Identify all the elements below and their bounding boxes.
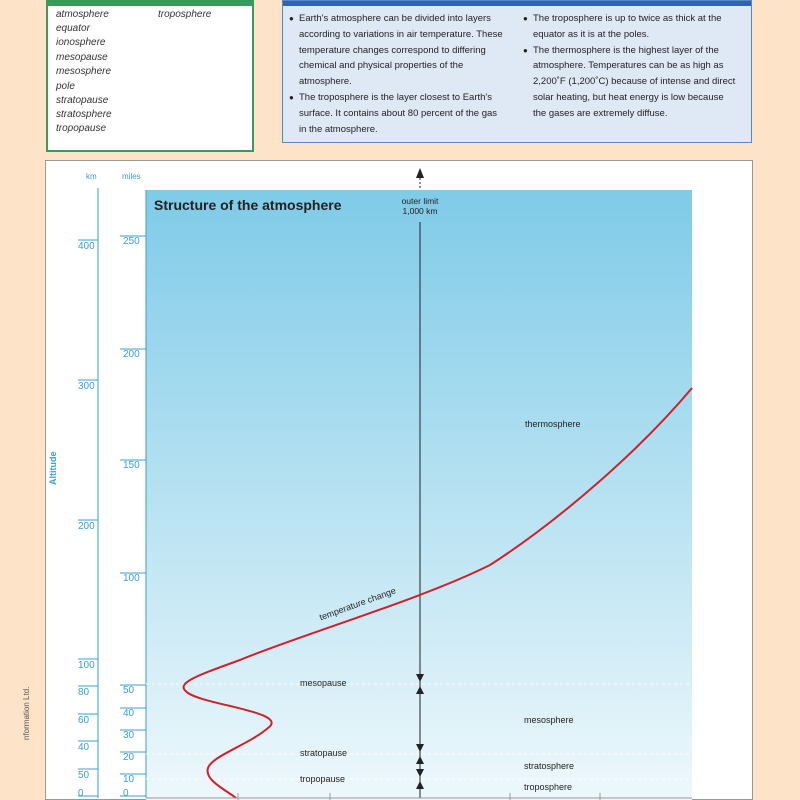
km-tick-label: 80 [78,687,90,698]
temperature-change-label: temperature change [318,585,398,623]
keyword-item: stratopause [56,95,109,106]
keyword-item: mesopause [56,52,108,63]
km-tick-label: 100 [78,660,95,671]
keyword-item: ionosphere [56,37,106,48]
mesosphere-label: mesosphere [524,715,574,725]
outer-limit-label [380,196,460,216]
stratosphere-label: stratosphere [524,761,575,771]
mile-tick-label: 0 [123,788,129,799]
stratopause-label: stratopause [300,748,348,758]
info-bullet: ● The thermosphere is the highest layer of the atmosphere. Temperatures can be as high as 2,200˚F (1,200˚C) because of intense and direct solar heating, but heat energy is low because the gases are extremely diffuse. [523,43,738,122]
tropopause-label: tropopause [300,774,346,784]
mile-tick-label: 40 [123,708,135,719]
diagram-title: Structure of the atmosphere [154,197,342,213]
keyword-item: pole [56,81,75,92]
km-tick-label: 400 [78,241,95,252]
miles-unit-label: miles [122,172,141,181]
axis-ticks [78,236,146,796]
km-tick-label: 60 [78,715,90,726]
thermosphere-label: thermosphere [525,419,581,429]
km-tick-label: 300 [78,381,95,392]
mile-tick-label: 10 [123,774,135,785]
credit-text: nformation Ltd. [22,686,31,740]
mile-tick-label: 250 [123,236,140,247]
km-tick-label: 200 [78,521,95,532]
outer-limit-line-1: outer limit [401,196,439,206]
keyword-item: tropopause [56,123,107,134]
keyword-item: stratosphere [56,109,112,120]
troposphere-label: troposphere [524,782,573,792]
km-tick-label: 50 [78,770,90,781]
info-bullet: ● The troposphere is up to twice as thick at the equator as it is at the poles. [523,11,738,43]
sky-background [146,190,692,800]
info-bullet: ● Earth's atmosphere can be divided into layers according to variations in air temperature. These temperature changes correspond to differing chemical and physical properties of the atmosphere. [289,11,504,90]
km-tick-label: 40 [78,742,90,753]
km-tick-label: 0 [78,788,84,799]
mesopause-label: mesopause [300,678,347,688]
altitude-axis-label: Altitude [48,451,58,485]
mile-tick-label: 20 [123,752,135,763]
mile-tick-label: 100 [123,573,140,584]
keyword-item: mesosphere [56,66,112,77]
keyword-item: atmosphere [56,9,109,20]
mile-tick-label: 200 [123,349,140,360]
info-bullet: ● The troposphere is the layer closest to Earth's surface. It contains about 80 percent of the gas in the atmosphere. [289,90,504,137]
mile-tick-label: 30 [123,730,135,741]
mile-tick-label: 50 [123,685,135,696]
mile-tick-label: 150 [123,460,140,471]
outer-limit-line-2: 1,000 km [402,206,438,216]
km-unit-label: km [86,172,97,181]
keyword-item: troposphere [158,9,212,20]
keyword-item: equator [56,23,90,34]
